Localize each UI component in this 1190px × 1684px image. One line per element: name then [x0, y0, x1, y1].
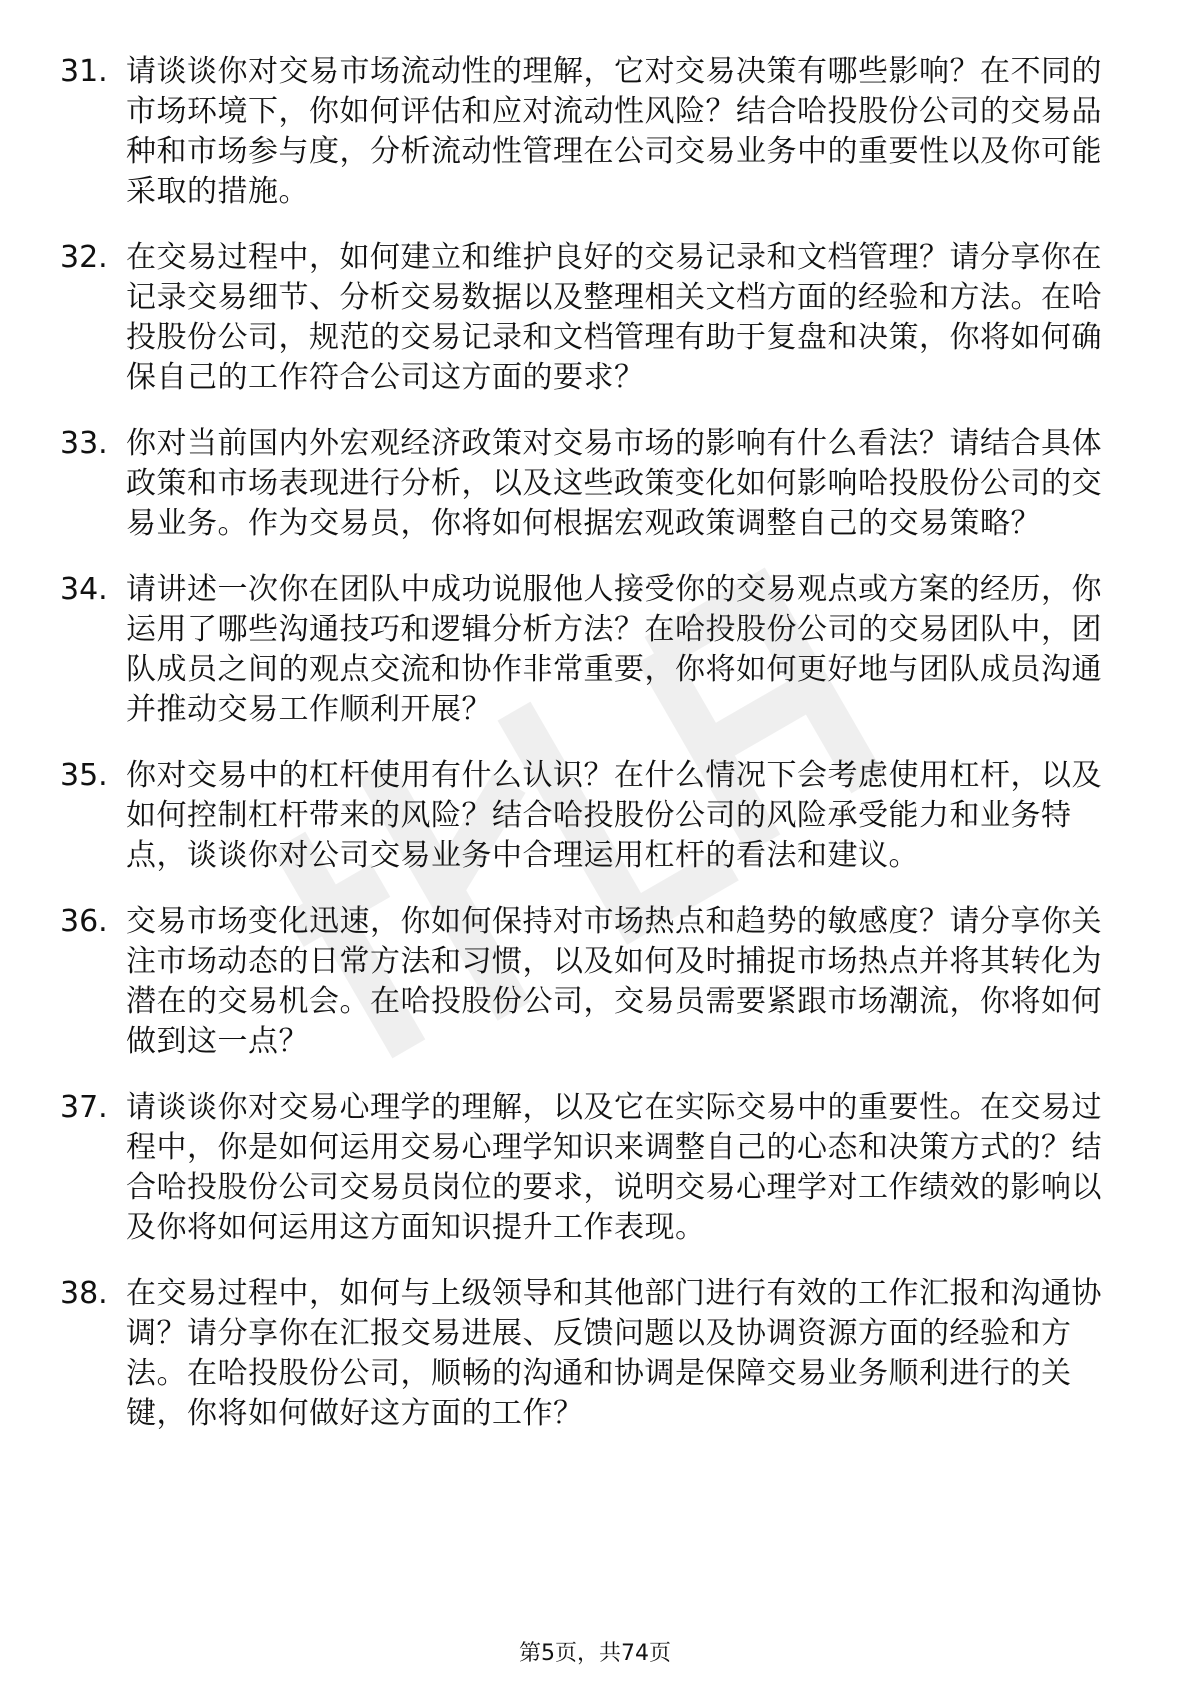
- question-list: [60, 52, 1120, 1460]
- page-footer: 第5页，共74页: [519, 1641, 671, 1666]
- question-item: [60, 424, 1120, 544]
- question-number: 37.: [60, 1090, 108, 1125]
- question-number: 36.: [60, 904, 108, 939]
- question-text: 你对交易中的杠杆使用有什么认识？在什么情况下会考虑使用杠杆，以及如何控制杠杆带来的风险？结合哈投股份公司的风险承受能力和业务特点，谈谈你对公司交易业务中合理运用杠杆的看法和建议。: [126, 758, 1102, 873]
- question-item: [60, 1088, 1120, 1248]
- question-number: 33.: [60, 426, 108, 461]
- question-number: 32.: [60, 240, 108, 275]
- question-number: 34.: [60, 572, 108, 607]
- question-text: 交易市场变化迅速，你如何保持对市场热点和趋势的敏感度？请分享你关注市场动态的日常方法和习惯，以及如何及时捕捉市场热点并将其转化为潜在的交易机会。在哈投股份公司，交易员需要紧跟市场潮流，你将如何做到这一点？: [126, 904, 1102, 1059]
- question-item: [60, 1274, 1120, 1434]
- question-text: 请谈谈你对交易心理学的理解，以及它在实际交易中的重要性。在交易过程中，你是如何运用交易心理学知识来调整自己的心态和决策方式的？结合哈投股份公司交易员岗位的要求，说明交易心理学对工作绩效的影响以及你将如何运用这方面知识提升工作表现。: [126, 1090, 1102, 1245]
- question-number: 31.: [60, 54, 108, 89]
- question-item: [60, 902, 1120, 1062]
- question-text: 你对当前国内外宏观经济政策对交易市场的影响有什么看法？请结合具体政策和市场表现进行分析，以及这些政策变化如何影响哈投股份公司的交易业务。作为交易员，你将如何根据宏观政策调整自己的交易策略？: [126, 426, 1102, 541]
- question-text: 请讲述一次你在团队中成功说服他人接受你的交易观点或方案的经历，你运用了哪些沟通技巧和逻辑分析方法？在哈投股份公司的交易团队中，团队成员之间的观点交流和协作非常重要，你将如何更好地与团队成员沟通并推动交易工作顺利开展？: [126, 572, 1102, 727]
- question-item: [60, 570, 1120, 730]
- question-number: 38.: [60, 1276, 108, 1311]
- question-text: 在交易过程中，如何与上级领导和其他部门进行有效的工作汇报和沟通协调？请分享你在汇报交易进展、反馈问题以及协调资源方面的经验和方法。在哈投股份公司，顺畅的沟通和协调是保障交易业务顺利进行的关键，你将如何做好这方面的工作？: [126, 1276, 1102, 1431]
- question-item: [60, 52, 1120, 212]
- question-number: 35.: [60, 758, 108, 793]
- question-text: 在交易过程中，如何建立和维护良好的交易记录和文档管理？请分享你在记录交易细节、分析交易数据以及整理相关文档方面的经验和方法。在哈投股份公司，规范的交易记录和文档管理有助于复盘和决策，你将如何确保自己的工作符合公司这方面的要求？: [126, 240, 1102, 395]
- question-item: [60, 238, 1120, 398]
- question-item: [60, 756, 1120, 876]
- question-text: 请谈谈你对交易市场流动性的理解，它对交易决策有哪些影响？在不同的市场环境下，你如何评估和应对流动性风险？结合哈投股份公司的交易品种和市场参与度，分析流动性管理在公司交易业务中的重要性以及你可能采取的措施。: [126, 54, 1102, 209]
